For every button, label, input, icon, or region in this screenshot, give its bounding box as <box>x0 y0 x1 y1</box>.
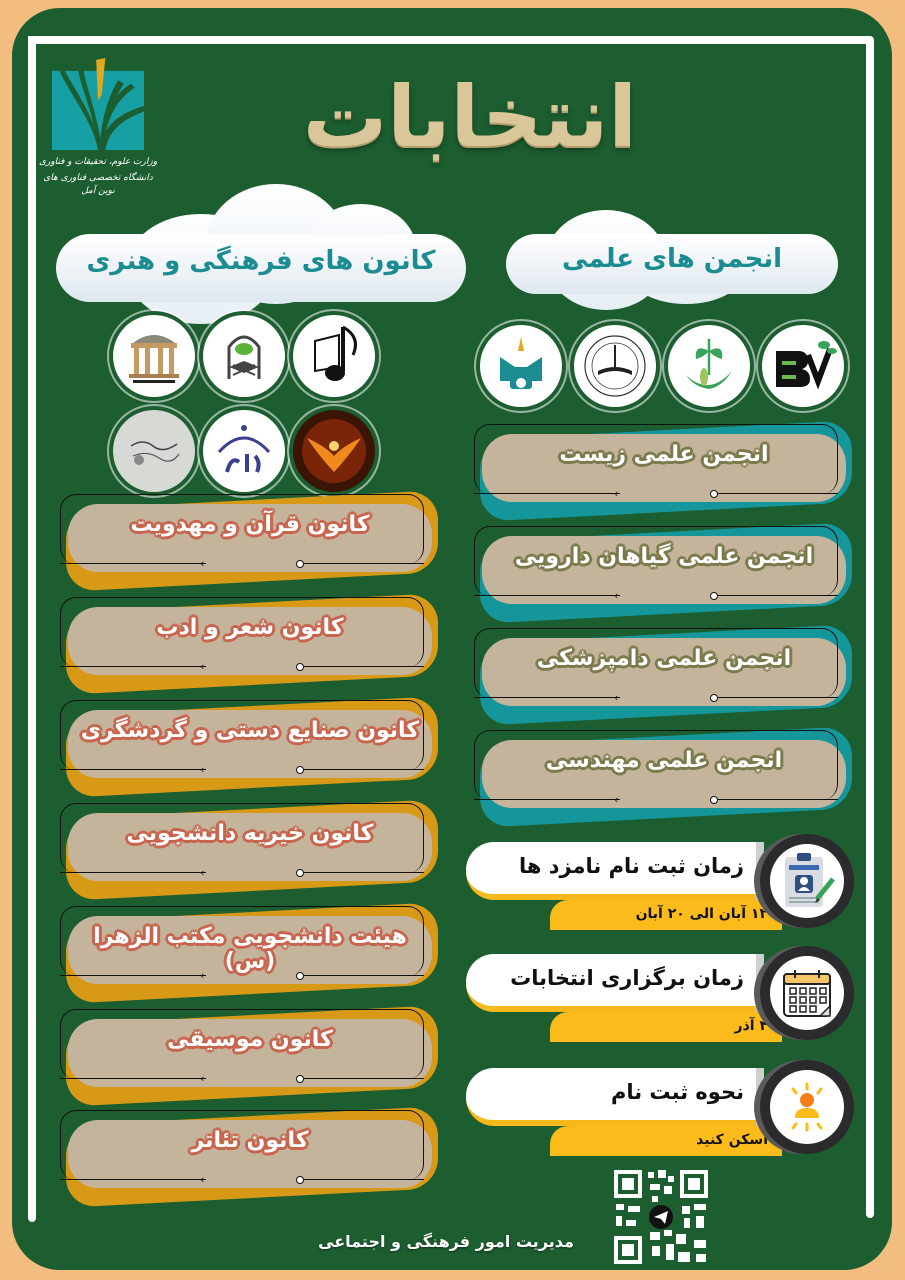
dot-icon <box>296 560 304 568</box>
dot-icon <box>296 663 304 671</box>
registration-period-block <box>462 838 862 938</box>
culture-item-maktab-alzahra[interactable] <box>62 906 432 984</box>
dome-icon <box>209 416 279 486</box>
science-item-biology[interactable] <box>476 424 846 502</box>
arrow-icon: › <box>200 763 205 776</box>
culture-item-music[interactable] <box>62 1009 432 1087</box>
medicinal-plants-logo <box>668 325 750 407</box>
dot-icon <box>296 1075 304 1083</box>
arrow-icon: › <box>614 793 619 806</box>
biology-logo <box>762 325 844 407</box>
pavilion-icon <box>119 321 189 391</box>
person-light-icon <box>780 1080 834 1134</box>
dot-icon <box>710 796 718 804</box>
handicrafts-tourism-logo <box>113 410 195 492</box>
science-heading: انجمن های علمی <box>561 244 783 274</box>
card-label: کانون قرآن و مهدویت <box>130 512 370 537</box>
arrow-icon: › <box>200 1173 205 1186</box>
arrow-icon: › <box>200 969 205 982</box>
bv-leaf-icon <box>768 331 838 401</box>
culture-item-handicrafts[interactable] <box>62 700 432 778</box>
veterinary-logo <box>574 325 656 407</box>
book-caduceus-icon <box>580 331 650 401</box>
card-label: انجمن علمی گیاهان دارویی <box>514 544 814 569</box>
card-label: کانون خیریه دانشجویی <box>126 821 374 846</box>
arrow-icon: › <box>200 1072 205 1085</box>
science-item-engineering[interactable] <box>476 730 846 808</box>
card-label: کانون موسیقی <box>167 1027 333 1052</box>
dot-icon <box>296 766 304 774</box>
dot-icon <box>296 1176 304 1184</box>
footer-department: مدیریت امور فرهنگی و اجتماعی <box>318 1232 574 1251</box>
gear-torch-icon <box>486 331 556 401</box>
poetry-literature-logo <box>113 315 195 397</box>
culture-item-charity[interactable] <box>62 803 432 881</box>
page-title: انتخابات <box>302 68 638 166</box>
quran-mahdaviat-logo <box>203 315 285 397</box>
music-note-icon <box>299 321 369 391</box>
culture-item-quran[interactable] <box>62 494 432 572</box>
university-name: دانشگاه تخصصی فناوری های نوین آمل <box>43 173 153 196</box>
maktab-alzahra-logo <box>203 410 285 492</box>
arrow-icon: › <box>614 487 619 500</box>
quran-icon <box>209 321 279 391</box>
dot-icon <box>296 869 304 877</box>
card-label: انجمن علمی دامپزشکی <box>536 646 792 671</box>
card-label: کانون صنایع دستی و گردشگری <box>80 718 420 743</box>
science-heading-cloud <box>506 194 838 294</box>
frame-right-border <box>866 36 874 1218</box>
card-label: کانون تئاتر <box>191 1128 309 1153</box>
election-date-title: زمان برگزاری انتخابات <box>510 966 744 990</box>
registration-method-value: اسکن کنید <box>696 1132 768 1148</box>
registration-period-value: ۱۲ آبان الی ۲۰ آبان <box>635 906 768 922</box>
frame-left-border <box>28 36 36 1222</box>
culture-item-poetry[interactable] <box>62 597 432 675</box>
dot-icon <box>710 694 718 702</box>
registration-method-title: نحوه ثبت نام <box>610 1080 744 1104</box>
card-label: انجمن علمی زیست <box>559 442 769 467</box>
culture-heading-cloud <box>56 184 466 302</box>
calligraphy-icon <box>119 416 189 486</box>
calendar-icon <box>780 966 834 1020</box>
card-label: هیئت دانشجویی مکتب الزهرا (س) <box>93 924 407 974</box>
culture-heading: کانون های فرهنگی و هنری <box>86 246 436 276</box>
arrow-icon: › <box>614 589 619 602</box>
election-date-block <box>462 950 862 1050</box>
card-label: انجمن علمی مهندسی <box>545 748 783 773</box>
ministry-name: وزارت علوم، تحقیقات و فناوری <box>38 157 158 167</box>
theater-phoenix-logo <box>293 410 375 492</box>
election-date-value: ۴ آذر <box>734 1018 768 1034</box>
music-logo <box>293 315 375 397</box>
arrow-icon: › <box>200 866 205 879</box>
science-item-veterinary[interactable] <box>476 628 846 706</box>
frame-top-border <box>28 36 874 44</box>
dot-icon <box>710 592 718 600</box>
clipboard-candidate-icon <box>779 851 835 911</box>
science-item-medicinal-plants[interactable] <box>476 526 846 604</box>
arrow-icon: › <box>200 557 205 570</box>
arrow-icon: › <box>200 660 205 673</box>
herb-hand-icon <box>674 331 744 401</box>
phoenix-icon <box>299 416 369 486</box>
dot-icon <box>710 490 718 498</box>
culture-item-theater[interactable] <box>62 1110 432 1188</box>
engineering-logo <box>480 325 562 407</box>
arrow-icon: › <box>614 691 619 704</box>
registration-period-title: زمان ثبت نام نامزد ها <box>518 854 744 878</box>
registration-method-block <box>462 1064 862 1164</box>
university-logo-icon <box>52 58 144 150</box>
card-label: کانون شعر و ادب <box>156 615 344 640</box>
qr-code[interactable] <box>612 1168 710 1266</box>
